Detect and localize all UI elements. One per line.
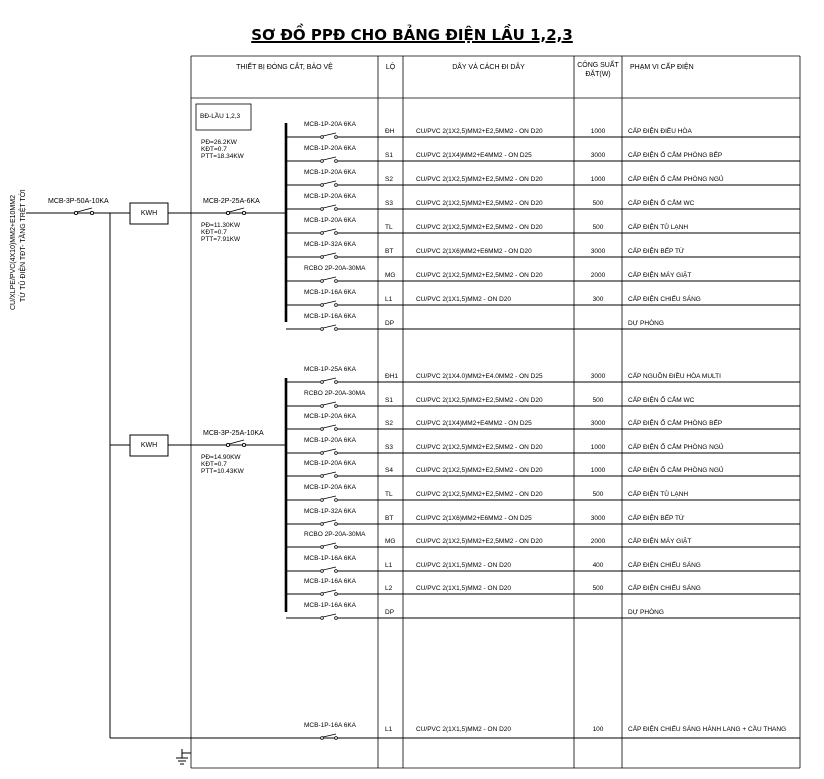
switch-contact bbox=[335, 328, 338, 331]
panel1-row2-scope: CẤP ĐIỆN Ổ CẮM PHÒNG BẾP bbox=[628, 152, 723, 159]
header-circuit: LỘ bbox=[385, 64, 396, 71]
panel2-row3-wire: CU/PVC 2(1X4)MM2+E4MM2 - ON D25 bbox=[416, 420, 532, 427]
panel2-row10-circuit: L2 bbox=[385, 585, 393, 592]
header-power-line1: CÔNG SUẤT bbox=[577, 62, 619, 69]
switch-contact bbox=[335, 381, 338, 384]
panel2-row5-circuit: S4 bbox=[385, 467, 393, 474]
panel2-row4-wire: CU/PVC 2(1X2,5)MM2+E2,5MM2 - ON D20 bbox=[416, 444, 543, 451]
switch-blade bbox=[323, 378, 336, 381]
header-device: THIẾT BỊ ĐÓNG CẮT, BẢO VỆ bbox=[236, 64, 333, 71]
switch-blade bbox=[323, 229, 336, 232]
panel2-row3-device: MCB-1P-20A 6KA bbox=[304, 413, 357, 420]
panel2-row8-circuit: MG bbox=[385, 538, 396, 545]
switch-blade bbox=[323, 472, 336, 475]
panel2-row8-wire: CU/PVC 2(1X2,5)MM2+E2,5MM2 - ON D20 bbox=[416, 538, 543, 545]
switch-contact bbox=[321, 570, 324, 573]
panel2-row9-wire: CU/PVC 2(1X1,5)MM2 - ON D20 bbox=[416, 562, 511, 569]
header-power-line2: ĐẶT(W) bbox=[585, 71, 611, 78]
panel1-row8-circuit: L1 bbox=[385, 296, 393, 303]
panel2-row4-power: 1000 bbox=[590, 444, 606, 451]
panel1-row4-device: MCB-1P-20A 6KA bbox=[304, 193, 357, 200]
panel1-row6-device: MCB-1P-32A 6KA bbox=[304, 241, 357, 248]
switch-contact bbox=[321, 452, 324, 455]
switch-contact bbox=[335, 737, 338, 740]
switch-contact bbox=[335, 304, 338, 307]
panel1-row7-wire: CU/PVC 2(1X2,5)MM2+E2,5MM2 - ON D20 bbox=[416, 272, 543, 279]
panel2-row9-device: MCB-1P-16A 6KA bbox=[304, 555, 357, 562]
panel1-row8-wire: CU/PVC 2(1X1,5)MM2 - ON D20 bbox=[416, 296, 511, 303]
panel2-row9-scope: CẤP ĐIỆN CHIẾU SÁNG bbox=[628, 562, 701, 569]
panel2-row8-power: 2000 bbox=[590, 538, 606, 545]
panel2-row9-circuit: L1 bbox=[385, 562, 393, 569]
panel1-row6-wire: CU/PVC 2(1X6)MM2+E6MM2 - ON D20 bbox=[416, 248, 532, 255]
panel2-row4-scope: CẤP ĐIỆN Ổ CẮM PHÒNG NGỦ bbox=[628, 444, 724, 451]
incoming-cable-label: CU/XLPE/PVC(4X10)MM2+E10MM2 bbox=[10, 195, 17, 310]
switch-contact bbox=[321, 499, 324, 502]
panel1-stat-ptt: PTT=7.91KW bbox=[201, 236, 241, 243]
switch-contact bbox=[335, 184, 338, 187]
panel1-row5-power: 500 bbox=[592, 224, 604, 231]
panel1-stat-kdt: KĐT=0.7 bbox=[201, 229, 227, 236]
switch-contact bbox=[335, 593, 338, 596]
panel1-row6-scope: CẤP ĐIỆN BẾP TỪ bbox=[628, 248, 685, 255]
switch-contact bbox=[335, 160, 338, 163]
switch-contact bbox=[321, 617, 324, 620]
switch-contact bbox=[335, 546, 338, 549]
switch-contact bbox=[335, 617, 338, 620]
main-breaker-label: MCB-3P-50A-10KA bbox=[48, 198, 109, 205]
panel2-row6-wire: CU/PVC 2(1X2,5)MM2+E2,5MM2 - ON D20 bbox=[416, 491, 543, 498]
panel2-row6-scope: CẤP ĐIỆN TỦ LẠNH bbox=[628, 491, 689, 498]
switch-blade bbox=[323, 325, 336, 328]
panel2-row11-scope: DỰ PHÒNG bbox=[628, 609, 664, 616]
header-wire: DÂY VÀ CÁCH ĐI DÂY bbox=[452, 64, 525, 71]
panel2-row1-scope: CẤP NGUỒN ĐIỀU HÒA MULTI bbox=[628, 373, 721, 380]
panel1-row7-power: 2000 bbox=[590, 272, 606, 279]
switch-contact bbox=[321, 405, 324, 408]
switch-contact bbox=[321, 381, 324, 384]
panel1-row9-circuit: DP bbox=[385, 320, 395, 327]
panel2-row8-scope: CẤP ĐIỆN MÁY GIẶT bbox=[628, 538, 692, 545]
switch-blade bbox=[323, 402, 336, 405]
panel2-row6-device: MCB-1P-20A 6KA bbox=[304, 484, 357, 491]
panel2-row1-circuit: ĐH1 bbox=[385, 373, 399, 380]
switch-blade bbox=[323, 590, 336, 593]
panel2-kwh-meter: KWH bbox=[140, 442, 158, 449]
board-stat-pd: PĐ=26.2KW bbox=[201, 139, 237, 146]
panel1-breaker-label: MCB-2P-25A-6KA bbox=[203, 198, 260, 205]
panel1-row4-power: 500 bbox=[592, 200, 604, 207]
switch-contact bbox=[335, 570, 338, 573]
panel1-row6-power: 3000 bbox=[590, 248, 606, 255]
switch-contact bbox=[335, 523, 338, 526]
switch-blade bbox=[323, 157, 336, 160]
panel2-row1-power: 3000 bbox=[590, 373, 606, 380]
switch-contact bbox=[321, 593, 324, 596]
panel2-row8-device: RCBO 2P-20A-30MA bbox=[304, 531, 366, 538]
panel1-row1-wire: CU/PVC 2(1X2,5)MM2+E2,5MM2 - ON D20 bbox=[416, 128, 543, 135]
panel2-row2-circuit: S1 bbox=[385, 397, 393, 404]
board-stat-kdt: KĐT=0.7 bbox=[201, 146, 227, 153]
panel2-row7-device: MCB-1P-32A 6KA bbox=[304, 508, 357, 515]
switch-blade bbox=[323, 425, 336, 428]
panel2-row7-wire: CU/PVC 2(1X6)MM2+E6MM2 - ON D25 bbox=[416, 515, 532, 522]
switch-contact bbox=[321, 232, 324, 235]
panel2-row7-scope: CẤP ĐIỆN BẾP TỪ bbox=[628, 515, 685, 522]
panel2-row3-power: 3000 bbox=[590, 420, 606, 427]
switch-contact bbox=[321, 304, 324, 307]
switch-contact bbox=[321, 160, 324, 163]
panel1-row1-scope: CẤP ĐIỆN ĐIỀU HÒA bbox=[628, 128, 692, 135]
panel2-row10-device: MCB-1P-16A 6KA bbox=[304, 578, 357, 585]
switch-contact bbox=[321, 737, 324, 740]
switch-blade bbox=[323, 181, 336, 184]
panel2-row2-wire: CU/PVC 2(1X2,5)MM2+E2,5MM2 - ON D20 bbox=[416, 397, 543, 404]
diagram-title: SƠ ĐỒ PPĐ CHO BẢNG ĐIỆN LẦU 1,2,3 bbox=[251, 26, 573, 44]
panel1-row6-circuit: BT bbox=[385, 248, 394, 255]
switch-contact bbox=[335, 208, 338, 211]
panel2-row5-wire: CU/PVC 2(1X2,5)MM2+E2,5MM2 - ON D20 bbox=[416, 467, 543, 474]
panel2-row3-scope: CẤP ĐIỆN Ổ CẮM PHÒNG BẾP bbox=[628, 420, 723, 427]
switch-contact bbox=[335, 280, 338, 283]
panel2-row7-power: 3000 bbox=[590, 515, 606, 522]
panel1-row7-device: RCBO 2P-20A-30MA bbox=[304, 265, 366, 272]
switch-contact bbox=[321, 280, 324, 283]
switch-contact bbox=[335, 232, 338, 235]
switch-blade bbox=[323, 253, 336, 256]
common-row-circuit: L1 bbox=[385, 726, 393, 733]
panel1-row4-wire: CU/PVC 2(1X2,5)MM2+E2,5MM2 - ON D20 bbox=[416, 200, 543, 207]
switch-contact bbox=[335, 452, 338, 455]
panel1-row3-scope: CẤP ĐIỆN Ổ CẮM PHÒNG NGỦ bbox=[628, 176, 724, 183]
panel2-row5-device: MCB-1P-20A 6KA bbox=[304, 460, 357, 467]
panel1-row3-device: MCB-1P-20A 6KA bbox=[304, 169, 357, 176]
panel1-row2-circuit: S1 bbox=[385, 152, 393, 159]
panel2-row2-power: 500 bbox=[592, 397, 604, 404]
panel1-row5-scope: CẤP ĐIỆN TỦ LẠNH bbox=[628, 224, 689, 231]
common-row-wire: CU/PVC 2(1X1,5)MM2 - ON D20 bbox=[416, 726, 511, 733]
panel2-row6-power: 500 bbox=[592, 491, 604, 498]
panel1-row8-scope: CẤP ĐIỆN CHIẾU SÁNG bbox=[628, 296, 701, 303]
switch-contact bbox=[335, 256, 338, 259]
panel2-stat-ptt: PTT=10.43KW bbox=[201, 468, 244, 475]
panel1-row5-device: MCB-1P-20A 6KA bbox=[304, 217, 357, 224]
switch-contact bbox=[321, 523, 324, 526]
incoming-cable-source: TỪ TỦ ĐIỆN TĐT- TẦNG TRỆT TỚI bbox=[20, 189, 27, 302]
panel2-stat-kdt: KĐT=0.7 bbox=[201, 461, 227, 468]
switch-blade bbox=[323, 301, 336, 304]
panel1-row1-device: MCB-1P-20A 6KA bbox=[304, 121, 357, 128]
switch-blade bbox=[323, 543, 336, 546]
panel1-row2-power: 3000 bbox=[590, 152, 606, 159]
panel2-row6-circuit: TL bbox=[385, 491, 393, 498]
switch-contact bbox=[335, 475, 338, 478]
panel1-row1-circuit: ĐH bbox=[385, 128, 395, 135]
switch-contact bbox=[335, 405, 338, 408]
switch-contact bbox=[335, 428, 338, 431]
panel1-row5-wire: CU/PVC 2(1X2,5)MM2+E2,5MM2 - ON D20 bbox=[416, 224, 543, 231]
panel1-row1-power: 1000 bbox=[590, 128, 606, 135]
panel1-row9-scope: DỰ PHÒNG bbox=[628, 320, 664, 327]
panel1-row5-circuit: TL bbox=[385, 224, 393, 231]
switch-blade bbox=[323, 614, 336, 617]
switch-contact bbox=[321, 428, 324, 431]
panel1-row8-device: MCB-1P-16A 6KA bbox=[304, 289, 357, 296]
panel2-row1-wire: CU/PVC 2(1X4.0)MM2+E4.0MM2 - ON D25 bbox=[416, 373, 543, 380]
panel2-row4-device: MCB-1P-20A 6KA bbox=[304, 437, 357, 444]
common-row-power: 100 bbox=[592, 726, 604, 733]
panel1-row3-circuit: S2 bbox=[385, 176, 393, 183]
switch-blade bbox=[323, 277, 336, 280]
switch-contact bbox=[321, 184, 324, 187]
switch-contact bbox=[321, 208, 324, 211]
panel2-row9-power: 400 bbox=[592, 562, 604, 569]
panel2-row10-power: 500 bbox=[592, 585, 604, 592]
panel1-row3-power: 1000 bbox=[590, 176, 606, 183]
panel1-row2-wire: CU/PVC 2(1X4)MM2+E4MM2 - ON D25 bbox=[416, 152, 532, 159]
board-label: BĐ-LẦU 1,2,3 bbox=[200, 113, 241, 120]
panel2-row2-scope: CẤP ĐIỆN Ổ CẮM WC bbox=[628, 397, 695, 404]
panel1-kwh-meter: KWH bbox=[140, 210, 158, 217]
panel2-row3-circuit: S2 bbox=[385, 420, 393, 427]
panel2-row5-scope: CẤP ĐIỆN Ổ CẮM PHÒNG NGỦ bbox=[628, 467, 724, 474]
switch-contact bbox=[335, 499, 338, 502]
panel1-row2-device: MCB-1P-20A 6KA bbox=[304, 145, 357, 152]
switch-blade bbox=[323, 133, 336, 136]
panel1-row4-scope: CẤP ĐIỆN Ổ CẮM WC bbox=[628, 200, 695, 207]
common-row-device: MCB-1P-16A 6KA bbox=[304, 722, 357, 729]
panel1-row8-power: 300 bbox=[592, 296, 604, 303]
switch-blade bbox=[323, 520, 336, 523]
panel1-row4-circuit: S3 bbox=[385, 200, 393, 207]
panel2-row10-scope: CẤP ĐIỆN CHIẾU SÁNG bbox=[628, 585, 701, 592]
switch-blade bbox=[323, 449, 336, 452]
switch-blade bbox=[323, 567, 336, 570]
switch-blade bbox=[323, 496, 336, 499]
switch-contact bbox=[321, 475, 324, 478]
switch-blade bbox=[323, 734, 336, 737]
panel2-row10-wire: CU/PVC 2(1X1,5)MM2 - ON D20 bbox=[416, 585, 511, 592]
panel2-row11-circuit: DP bbox=[385, 609, 395, 616]
panel1-row9-device: MCB-1P-16A 6KA bbox=[304, 313, 357, 320]
panel2-row7-circuit: BT bbox=[385, 515, 394, 522]
board-stat-ptt: PTT=18.34KW bbox=[201, 153, 244, 160]
panel2-row4-circuit: S3 bbox=[385, 444, 393, 451]
panel1-row7-circuit: MG bbox=[385, 272, 396, 279]
panel1-row7-scope: CẤP ĐIỆN MÁY GIẶT bbox=[628, 272, 692, 279]
panel2-row2-device: RCBO 2P-20A-30MA bbox=[304, 390, 366, 397]
switch-contact bbox=[321, 328, 324, 331]
panel1-stat-pd: PĐ=11.30KW bbox=[201, 222, 241, 229]
switch-contact bbox=[321, 136, 324, 139]
panel2-row5-power: 1000 bbox=[590, 467, 606, 474]
common-row-scope: CẤP ĐIỆN CHIẾU SÁNG HÀNH LANG + CẦU THANG bbox=[628, 726, 787, 733]
switch-contact bbox=[321, 256, 324, 259]
switch-contact bbox=[321, 546, 324, 549]
panel2-breaker-label: MCB-3P-25A-10KA bbox=[203, 430, 264, 437]
panel2-stat-pd: PĐ=14.90KW bbox=[201, 454, 241, 461]
header-scope: PHẠM VI CẤP ĐIỆN bbox=[630, 64, 694, 71]
panel1-row3-wire: CU/PVC 2(1X2,5)MM2+E2,5MM2 - ON D20 bbox=[416, 176, 543, 183]
panel2-row11-device: MCB-1P-16A 6KA bbox=[304, 602, 357, 609]
switch-contact bbox=[335, 136, 338, 139]
panel2-row1-device: MCB-1P-25A 6KA bbox=[304, 366, 357, 373]
switch-blade bbox=[323, 205, 336, 208]
